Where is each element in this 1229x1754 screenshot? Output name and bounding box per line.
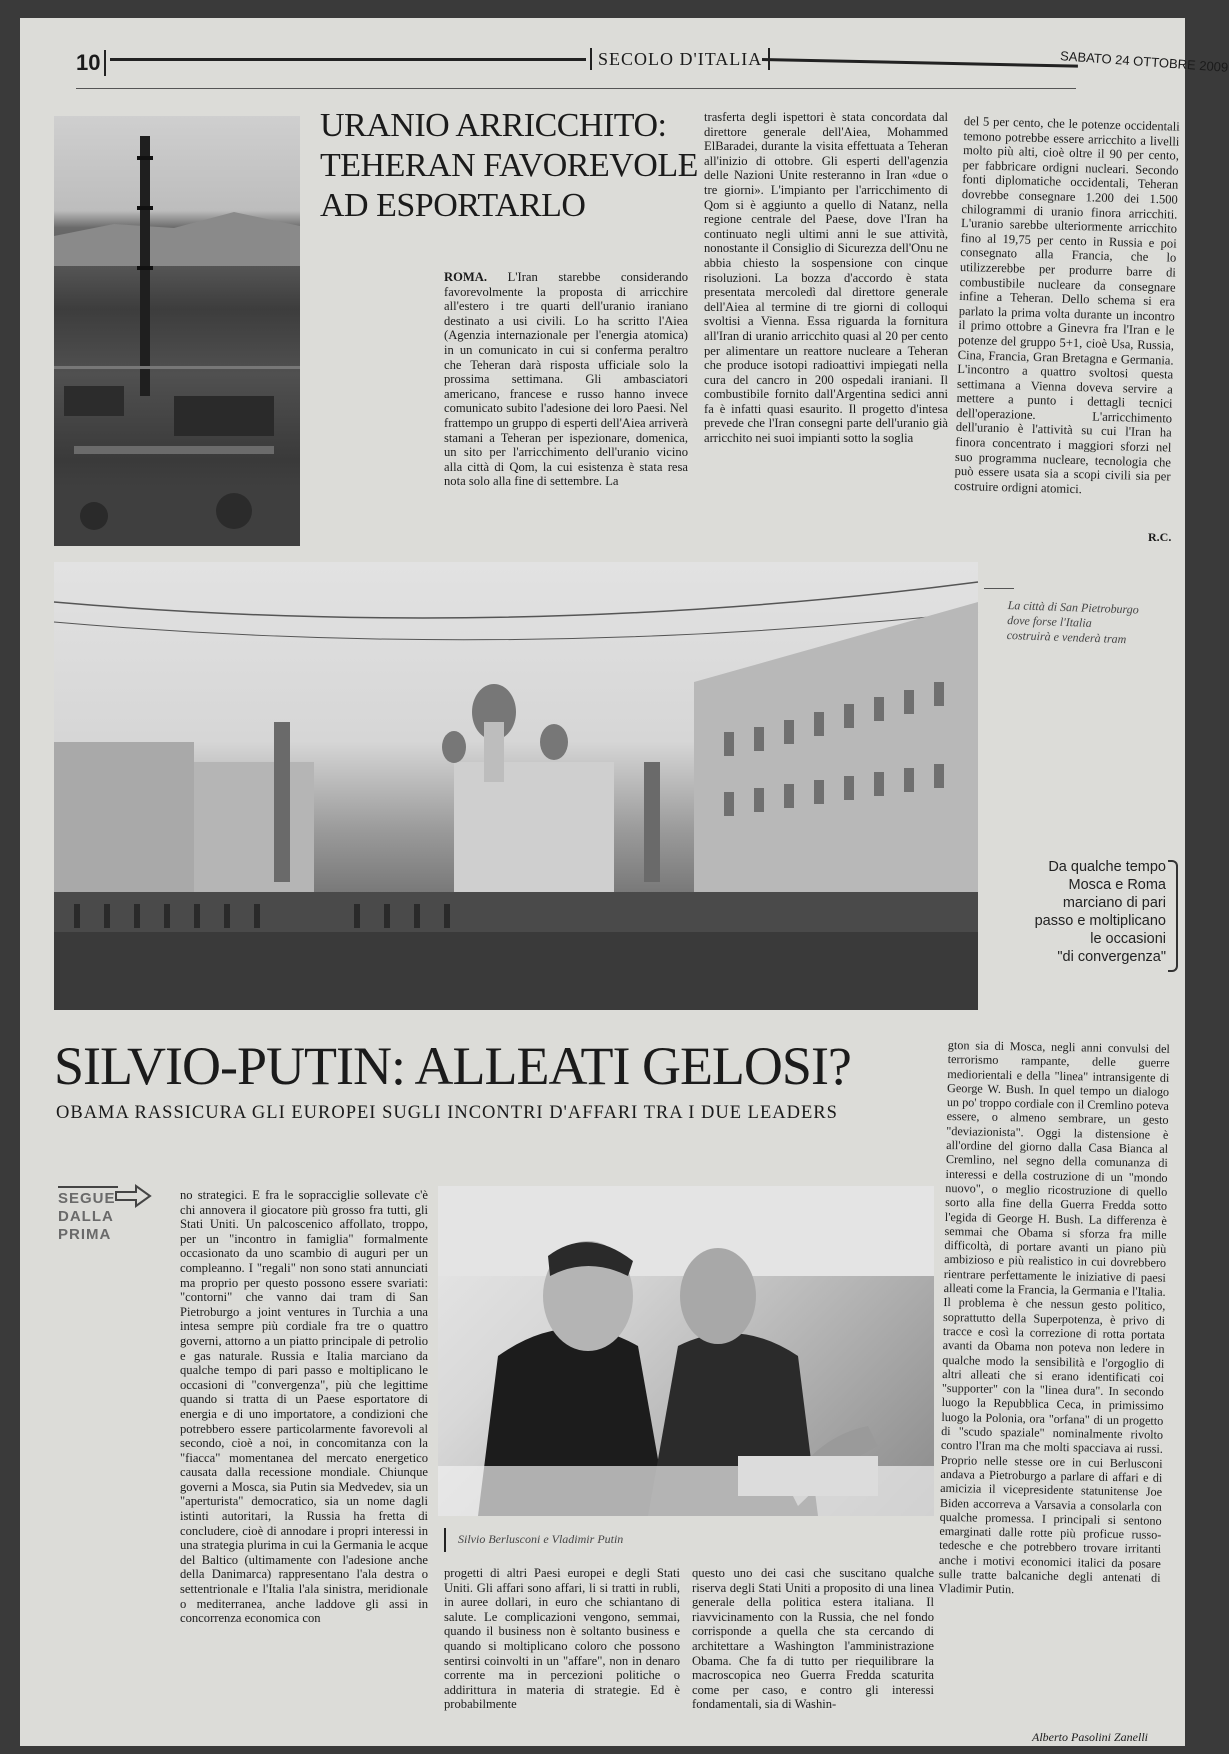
- continued-line-3: PRIMA: [58, 1226, 112, 1243]
- page-number: 10: [76, 50, 106, 76]
- dateline: ROMA.: [444, 270, 488, 284]
- issue-date: SABATO 24 OTTOBRE 2009: [1059, 48, 1229, 75]
- headline-line-1: URANIO ARRICCHITO:: [320, 107, 667, 144]
- plant-photo-art: [54, 116, 300, 546]
- masthead-rule-left: [110, 58, 586, 61]
- article1-signature: R.C.: [1148, 530, 1172, 544]
- petersburg-photo-caption: [1006, 598, 1177, 649]
- article2-col4-text: gton sia di Mosca, negli anni convulsi del terrorismo rampante, delle guerre mediorientali e della "linea" intransigente di George W. Bush. In quel tempo un dialogo un po' troppo cordiale con il Cremlino poteva essere, o almeno sembrare, un gesto "deviazionista". Oggi la distensione è all'ordine del giorno dalla Casa Bianca al Cremlino, nel segno della comunanza di interessi e della costruzione di un "mondo nuovo", o meglio ricostruzione di quello sorto alla fine della Guerra Fredda sotto l'egida di George H. Bush. La differenza è semmai che Obama si sforza fra mille difficoltà, di portare avanti un piano più ambizioso e più realistico in cui dovrebbero rientrare perfettamente le iniziative di paesi alleati come la Francia, la Germania e l'Italia. Il problema è che nessun gesto politico, soprattutto della Superpotenza, è privo di tracce e così la correzione di rotta portata avanti da Obama non poteva non ledere in qualche modo la sensibilità e l'orgoglio di altri alleati che si erano identificati coi "supporter" con la "linea dura". In secondo luogo la Repubblica Ceca, in primissimo luogo la Polonia, ora "orfana" di un progetto di "scudo spaziale" nominalmente rivolto contro l'Iran ma che molti spacciava ai russi. Proprio nelle stesse ore in cui Berlusconi andava a Pietroburgo a parlare di affari e di amicizia il vicepresidente statunitense Joe Biden accorreva a Varsavia a consolarla con qualche promessa. I principali si sentono emarginati dalle rotte più proficue russo-tedesche e che potrebbero trovare irritanti anche i motivi economici italici da posare sulle tratte balcaniche degli antenati di Vladimir Putin.: [938, 1038, 1170, 1597]
- continued-arrow-icon: [114, 1184, 154, 1208]
- headline-line-3: AD ESPORTARLO: [320, 187, 586, 224]
- masthead-underline: [76, 88, 1076, 89]
- article2-column-4: [936, 1038, 1170, 1732]
- caption-line-2: dove forse l'Italia: [1006, 612, 1092, 630]
- article2-author: Alberto Pasolini Zanelli: [1032, 1730, 1148, 1744]
- article1-column-2: [704, 110, 948, 550]
- article1-column-1: [444, 270, 688, 550]
- pull-quote-line-2: Mosca e Roma: [1068, 877, 1166, 893]
- article1-column-3: [953, 114, 1180, 534]
- pull-quote-line-3: marciano di pari: [1062, 895, 1166, 911]
- article2-col2-text: progetti di altri Paesi europei e degli Stati Uniti. Gli affari sono affari, li si tratti in rubli, in auree dollari, in euro che schiantano di salute. Le complicazioni vengono, semmai, quando il business non è soltanto business e quando si moltiplicano coloro che possono sentirsi coinvolti in un "affare", non in denaro corrente ma in percezioni politiche o addirittura in materia di strategie. Ed è probabilmente: [444, 1566, 680, 1712]
- berlusconi-putin-photo: [438, 1186, 934, 1516]
- article2-col1-text: no strategici. E fra le sopracciglie sollevate c'è chi annovera il giocatore più grosso fra tutti, gli Stati Uniti. Un palcoscenico affollato, troppo, per un "incontro in famiglia" formalmente occasionato da uno scambio di auguri per un compleanno. I "regali" non sono stati annunciati ma proprio per questo possono essere svariati: "contorni" che vanno dai tram di San Pietroburgo a joint ventures in Turchia a una intesa sempre più cordiale fra tre o quattro governi, attorno a un piatto principale di petrolio e gas naturale. Russia e Italia marciano da qualche tempo di pari passo e moltiplicano le occasioni di "convergenza", più che legittime quando si tratta di un Paese esportatore di energia e di uno importatore, a condizioni che potrebbero essere particolarmente favorevoli al secondo, cioè a noi, in concomitanza con la "fiacca" momentanea del mercato energetico causata dalla recessione mondiale. Chiunque governi a Mosca, sia Putin sia Medvedev, sia un "aperturista" democratico, sia un nome dagli istinti autoritari, la Russia ha fretta di concludere, cioè di annodare i propri interessi in una strategia plurima in cui la Germania le acque del Baltico (ultimamente con l'adesione anche della Danimarca) rappresentano l'ala destra o settentrionale e l'Italia l'ala sinistra, meridionale o mediterranea, anche laddove gli assi in concorrenza economica con: [180, 1188, 428, 1626]
- leaders-photo-caption: Silvio Berlusconi e Vladimir Putin: [458, 1532, 624, 1546]
- pull-quote-line-5: le occasioni: [1090, 931, 1166, 947]
- article2-column-1: [180, 1188, 428, 1728]
- continued-rule: [58, 1186, 118, 1188]
- st-petersburg-photo: [54, 562, 978, 1010]
- continued-line-2: DALLA: [58, 1208, 114, 1225]
- masthead: [50, 36, 1229, 76]
- article2-column-3: [692, 1566, 934, 1736]
- article2-column-2: [444, 1566, 680, 1736]
- article1-headline: [320, 106, 720, 226]
- leaders-photo-art: [438, 1186, 934, 1516]
- article1-col1-text: L'Iran starebbe considerando favorevolmente la proposta di arricchire all'estero i tre quarti dell'uranio iraniano destinato a usi civili. Lo ha scritto l'Aiea (Agenzia internazionale per l'energia atomica) in un comunicato in cui si conferma peraltro che Teheran darà risposta ufficiale solo la prossima settimana. Gli ambasciatori americano, francese e russo hanno invece comunicato subito l'adesione dei loro Paesi. Nel frattempo un gruppo di esperti dell'Aiea arriverà stamani a Teheran per ispezionare, domenica, un sito per l'arricchimento dell'uranio vicino alla città di Qom, la cui esistenza è stata resa nota solo alla fine di settembre. La: [444, 270, 688, 489]
- caption-rule: [984, 588, 1014, 589]
- masthead-rule-right: [762, 58, 1078, 68]
- pull-quote-bracket: [1168, 860, 1178, 972]
- article2-headline: SILVIO-PUTIN: ALLEATI GELOSI?: [54, 1036, 851, 1096]
- uranium-plant-photo: [54, 116, 300, 546]
- pull-quote-line-6: "di convergenza": [1057, 949, 1166, 965]
- headline-line-2: TEHERAN FAVOREVOLE: [320, 147, 698, 184]
- pull-quote-line-4: passo e moltiplicano: [1034, 913, 1166, 929]
- caption-line-3: costruirà e venderà tram: [1006, 627, 1127, 647]
- pull-quote: [980, 858, 1166, 966]
- newspaper-page: [20, 18, 1229, 1746]
- continued-line-1: SEGUE: [58, 1190, 116, 1207]
- caption-line-1: La città di San Pietroburgo: [1007, 598, 1140, 617]
- photo-caption-marker: [444, 1528, 446, 1552]
- petersburg-photo-art: [54, 562, 978, 1010]
- paper-name: SECOLO D'ITALIA: [590, 48, 770, 70]
- article2-col3-text: questo uno dei casi che suscitano qualche riserva degli Stati Uniti a proposito di una linea generale della politica estera italiana. Il riavvicinamento con la Russia, che nel fondo corrisponde a quella che sta cercando di architettare a Washington l'amministrazione Obama. Che fa di tutto per riequilibrare la macroscopica neo Guerra Fredda scaturita come per caso, e contro gli interessi fondamentali, sia di Washin-: [692, 1566, 934, 1712]
- article2-subhead: OBAMA RASSICURA GLI EUROPEI SUGLI INCONTRI D'AFFARI TRA I DUE LEADERS: [56, 1103, 838, 1123]
- article1-col3-text: del 5 per cento, che le potenze occidentali temono potrebbe essere arricchito a livelli molto più alti, cioè oltre il 90 per cento, per fabbricare ordigni nucleari. Secondo fonti diplomatiche occidentali, Teheran dovrebbe consegnare 1.200 dei 1.500 chilogrammi di uranio finora arricchiti. L'uranio sarebbe ulteriormente arricchito fino al 19,75 per cento in Russia e poi consegnato alla Francia, che lo utilizzerebbe per produrre barre di combustibile nucleare da consegnare infine a Teheran. Dello schema si era parlato la prima volta durante un incontro il primo ottobre a Ginevra fra l'Iran e le potenze del gruppo 5+1, cioè Usa, Russia, Cina, Francia, Gran Bretagna e Germania. L'incontro a quattro svoltosi questa settimana a Vienna doveva servire a mettere a punto i dettagli tecnici dell'operazione. L'arricchimento dell'uranio è l'attività su cui l'Iran ha finora concentrato i maggiori sforzi nel suo programma nucleare, tecnologia che può essere usata sia a scopi civili sia per costruire ordigni atomici.: [954, 114, 1180, 497]
- article1-col2-text: trasferta degli ispettori è stata concordata dal direttore generale dell'Aiea, Mohammed ElBaradei, durante la visita effettuata a Teheran all'inizio di ottobre. Gli esperti dell'agenzia delle Nazioni Unite resteranno in Iran «due o tre giorni». L'impianto per l'arricchimento di Qom si è aggiunto a quello di Natanz, nella regione centrale del Paese, dove l'Iran ha continuato negli ultimi anni le sue attività, nonostante il Consiglio di Sicurezza dell'Onu ne abbia chiesto la sospensione con cinque risoluzioni. La bozza d'accordo è stata presentata mercoledì dal direttore generale dell'Aiea al termine di tre giorni di colloqui svoltisi a Vienna. Essa riguarda la fornitura all'Iran di uranio arricchito quasi al 20 per cento per alimentare un reattore nucleare a Teheran che produce isotopi radioattivi impiegati nella cura del cancro in 200 ospedali iraniani. Il combustibile fornito dall'Argentina sedici anni fa è infatti quasi esaurito. Il progetto d'intesa prevede che l'Iran consegni parte dell'uranio già arricchito nei suoi impianti sotto la soglia: [704, 110, 948, 446]
- pull-quote-line-1: Da qualche tempo: [1048, 859, 1166, 875]
